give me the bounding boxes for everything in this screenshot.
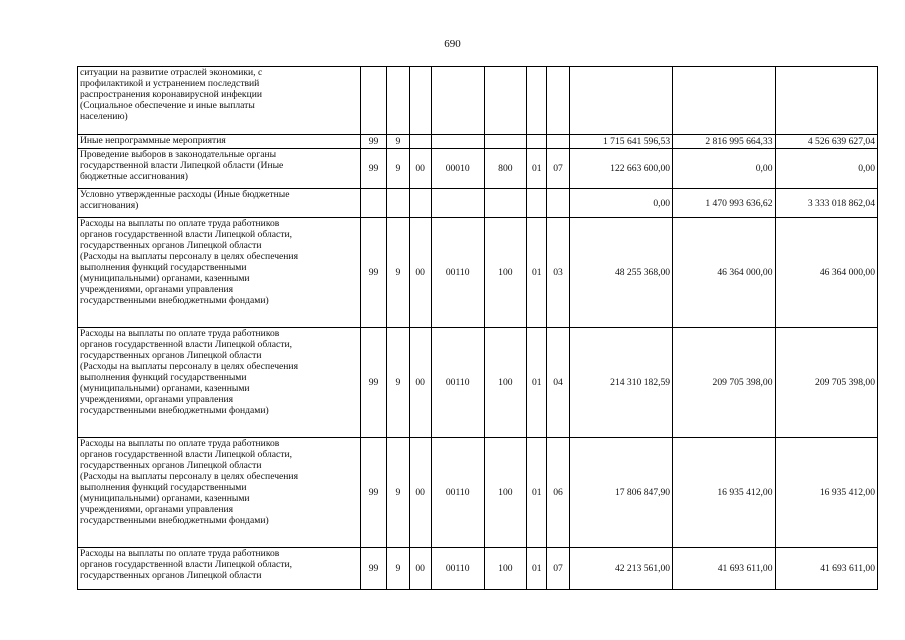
table-row bbox=[78, 438, 878, 548]
code-main-event: 00 bbox=[409, 328, 431, 438]
table-row bbox=[78, 218, 878, 328]
code-subprogram: 9 bbox=[387, 438, 409, 548]
code-subsection: 04 bbox=[547, 328, 569, 438]
code-program: 99 bbox=[360, 548, 386, 590]
description-line: Проведение выборов в законодательные органы bbox=[80, 149, 277, 160]
description-line: органов государственной власти Липецкой области, bbox=[80, 229, 292, 240]
code-subsection bbox=[547, 67, 569, 135]
amount-year-2: 46 364 000,00 bbox=[673, 218, 775, 328]
description-line: выполнения функций государственными bbox=[80, 372, 247, 383]
amount-year-1 bbox=[569, 67, 672, 135]
description-line: органов государственной власти Липецкой области, bbox=[80, 449, 292, 460]
table-row bbox=[78, 548, 878, 590]
code-program: 99 bbox=[360, 218, 386, 328]
description-line: распространения коронавирусной инфекции bbox=[80, 89, 262, 100]
description-line: учреждениями, органами управления bbox=[80, 394, 234, 405]
row-description bbox=[78, 189, 361, 218]
description-line: государственными внебюджетными фондами) bbox=[80, 295, 269, 306]
description-line: Условно утвержденные расходы (Иные бюджетные bbox=[80, 189, 290, 200]
code-program bbox=[360, 189, 386, 218]
budget-table bbox=[77, 66, 878, 590]
code-expense-type bbox=[484, 189, 527, 218]
description-line: государственными внебюджетными фондами) bbox=[80, 515, 269, 526]
description-line: государственных органов Липецкой области bbox=[80, 570, 262, 581]
amount-year-3 bbox=[775, 67, 877, 135]
code-expense-type bbox=[484, 67, 527, 135]
code-direction bbox=[431, 135, 484, 149]
code-direction bbox=[431, 67, 484, 135]
description-line: государственными внебюджетными фондами) bbox=[80, 405, 269, 416]
code-subprogram: 9 bbox=[387, 149, 409, 189]
code-subprogram: 9 bbox=[387, 328, 409, 438]
code-program: 99 bbox=[360, 328, 386, 438]
code-main-event: 00 bbox=[409, 548, 431, 590]
amount-year-1: 214 310 182,59 bbox=[569, 328, 672, 438]
description-line: (муниципальными) органами, казенными bbox=[80, 493, 250, 504]
description-line: населению) bbox=[80, 111, 128, 122]
code-expense-type: 100 bbox=[484, 438, 527, 548]
description-line: выполнения функций государственными bbox=[80, 482, 247, 493]
code-direction: 00110 bbox=[431, 438, 484, 548]
amount-year-2: 16 935 412,00 bbox=[673, 438, 775, 548]
description-line: Расходы на выплаты по оплате труда работников bbox=[80, 218, 280, 229]
description-line: ассигнования) bbox=[80, 200, 139, 211]
code-subsection bbox=[547, 189, 569, 218]
description-line: Расходы на выплаты по оплате труда работников bbox=[80, 328, 280, 339]
description-line: бюджетные ассигнования) bbox=[80, 171, 188, 182]
code-expense-type: 100 bbox=[484, 328, 527, 438]
code-subsection: 06 bbox=[547, 438, 569, 548]
code-section: 01 bbox=[527, 218, 547, 328]
code-subprogram bbox=[387, 67, 409, 135]
description-line: ситуации на развитие отраслей экономики, с bbox=[80, 67, 263, 78]
code-main-event: 00 bbox=[409, 438, 431, 548]
amount-year-2: 209 705 398,00 bbox=[673, 328, 775, 438]
description-line: государственных органов Липецкой области bbox=[80, 460, 262, 471]
amount-year-1: 122 663 600,00 bbox=[569, 149, 672, 189]
description-line: Расходы на выплаты по оплате труда работников bbox=[80, 548, 280, 559]
code-subsection: 07 bbox=[547, 149, 569, 189]
description-line: учреждениями, органами управления bbox=[80, 284, 234, 295]
code-section bbox=[527, 189, 547, 218]
description-line: (Расходы на выплаты персоналу в целях обеспечения bbox=[80, 251, 298, 262]
code-direction: 00110 bbox=[431, 328, 484, 438]
description-line: (Расходы на выплаты персоналу в целях обеспечения bbox=[80, 471, 298, 482]
code-main-event bbox=[409, 135, 431, 149]
code-main-event bbox=[409, 67, 431, 135]
code-direction: 00010 bbox=[431, 149, 484, 189]
code-expense-type: 100 bbox=[484, 548, 527, 590]
code-program: 99 bbox=[360, 135, 386, 149]
amount-year-1: 0,00 bbox=[569, 189, 672, 218]
table-row bbox=[78, 328, 878, 438]
table-body bbox=[78, 67, 878, 590]
amount-year-2: 2 816 995 664,33 bbox=[673, 135, 775, 149]
amount-year-3: 16 935 412,00 bbox=[775, 438, 877, 548]
code-section bbox=[527, 135, 547, 149]
row-description bbox=[78, 149, 361, 189]
code-program bbox=[360, 67, 386, 135]
description-line: (муниципальными) органами, казенными bbox=[80, 383, 250, 394]
amount-year-2: 0,00 bbox=[673, 149, 775, 189]
row-description bbox=[78, 548, 361, 590]
amount-year-1: 17 806 847,90 bbox=[569, 438, 672, 548]
code-section: 01 bbox=[527, 328, 547, 438]
amount-year-3: 209 705 398,00 bbox=[775, 328, 877, 438]
code-main-event bbox=[409, 189, 431, 218]
amount-year-1: 1 715 641 596,53 bbox=[569, 135, 672, 149]
description-line: государственных органов Липецкой области bbox=[80, 350, 262, 361]
page-number: 690 bbox=[444, 38, 461, 50]
code-section: 01 bbox=[527, 438, 547, 548]
code-program: 99 bbox=[360, 149, 386, 189]
code-subsection bbox=[547, 135, 569, 149]
description-line: (муниципальными) органами, казенными bbox=[80, 273, 250, 284]
amount-year-3: 4 526 639 627,04 bbox=[775, 135, 877, 149]
amount-year-2 bbox=[673, 67, 775, 135]
code-main-event: 00 bbox=[409, 149, 431, 189]
description-line: профилактикой и устранением последствий bbox=[80, 78, 260, 89]
code-subprogram bbox=[387, 189, 409, 218]
code-subprogram: 9 bbox=[387, 548, 409, 590]
description-line: органов государственной власти Липецкой области, bbox=[80, 339, 292, 350]
description-line: органов государственной власти Липецкой области, bbox=[80, 559, 292, 570]
row-description bbox=[78, 135, 361, 149]
amount-year-3: 41 693 611,00 bbox=[775, 548, 877, 590]
description-line: государственных органов Липецкой области bbox=[80, 240, 262, 251]
amount-year-2: 41 693 611,00 bbox=[673, 548, 775, 590]
description-line: Расходы на выплаты по оплате труда работников bbox=[80, 438, 280, 449]
code-subsection: 07 bbox=[547, 548, 569, 590]
amount-year-3: 3 333 018 862,04 bbox=[775, 189, 877, 218]
amount-year-3: 0,00 bbox=[775, 149, 877, 189]
row-description bbox=[78, 67, 361, 135]
code-direction: 00110 bbox=[431, 218, 484, 328]
row-description bbox=[78, 328, 361, 438]
amount-year-1: 42 213 561,00 bbox=[569, 548, 672, 590]
code-expense-type: 100 bbox=[484, 218, 527, 328]
table-row bbox=[78, 135, 878, 149]
code-subsection: 03 bbox=[547, 218, 569, 328]
code-expense-type bbox=[484, 135, 527, 149]
code-expense-type: 800 bbox=[484, 149, 527, 189]
code-subprogram: 9 bbox=[387, 135, 409, 149]
amount-year-1: 48 255 368,00 bbox=[569, 218, 672, 328]
description-line: выполнения функций государственными bbox=[80, 262, 247, 273]
description-line: Иные непрограммные мероприятия bbox=[80, 135, 226, 146]
table-row bbox=[78, 149, 878, 189]
description-line: учреждениями, органами управления bbox=[80, 504, 234, 515]
code-program: 99 bbox=[360, 438, 386, 548]
code-direction bbox=[431, 189, 484, 218]
description-line: (Социальное обеспечение и иные выплаты bbox=[80, 100, 255, 111]
code-section: 01 bbox=[527, 149, 547, 189]
code-main-event: 00 bbox=[409, 218, 431, 328]
row-description bbox=[78, 438, 361, 548]
code-section bbox=[527, 67, 547, 135]
table-row bbox=[78, 189, 878, 218]
code-subprogram: 9 bbox=[387, 218, 409, 328]
amount-year-3: 46 364 000,00 bbox=[775, 218, 877, 328]
code-direction: 00110 bbox=[431, 548, 484, 590]
description-line: государственной власти Липецкой области (Иные bbox=[80, 160, 284, 171]
code-section: 01 bbox=[527, 548, 547, 590]
row-description bbox=[78, 218, 361, 328]
description-line: (Расходы на выплаты персоналу в целях обеспечения bbox=[80, 361, 298, 372]
table-row bbox=[78, 67, 878, 135]
amount-year-2: 1 470 993 636,62 bbox=[673, 189, 775, 218]
